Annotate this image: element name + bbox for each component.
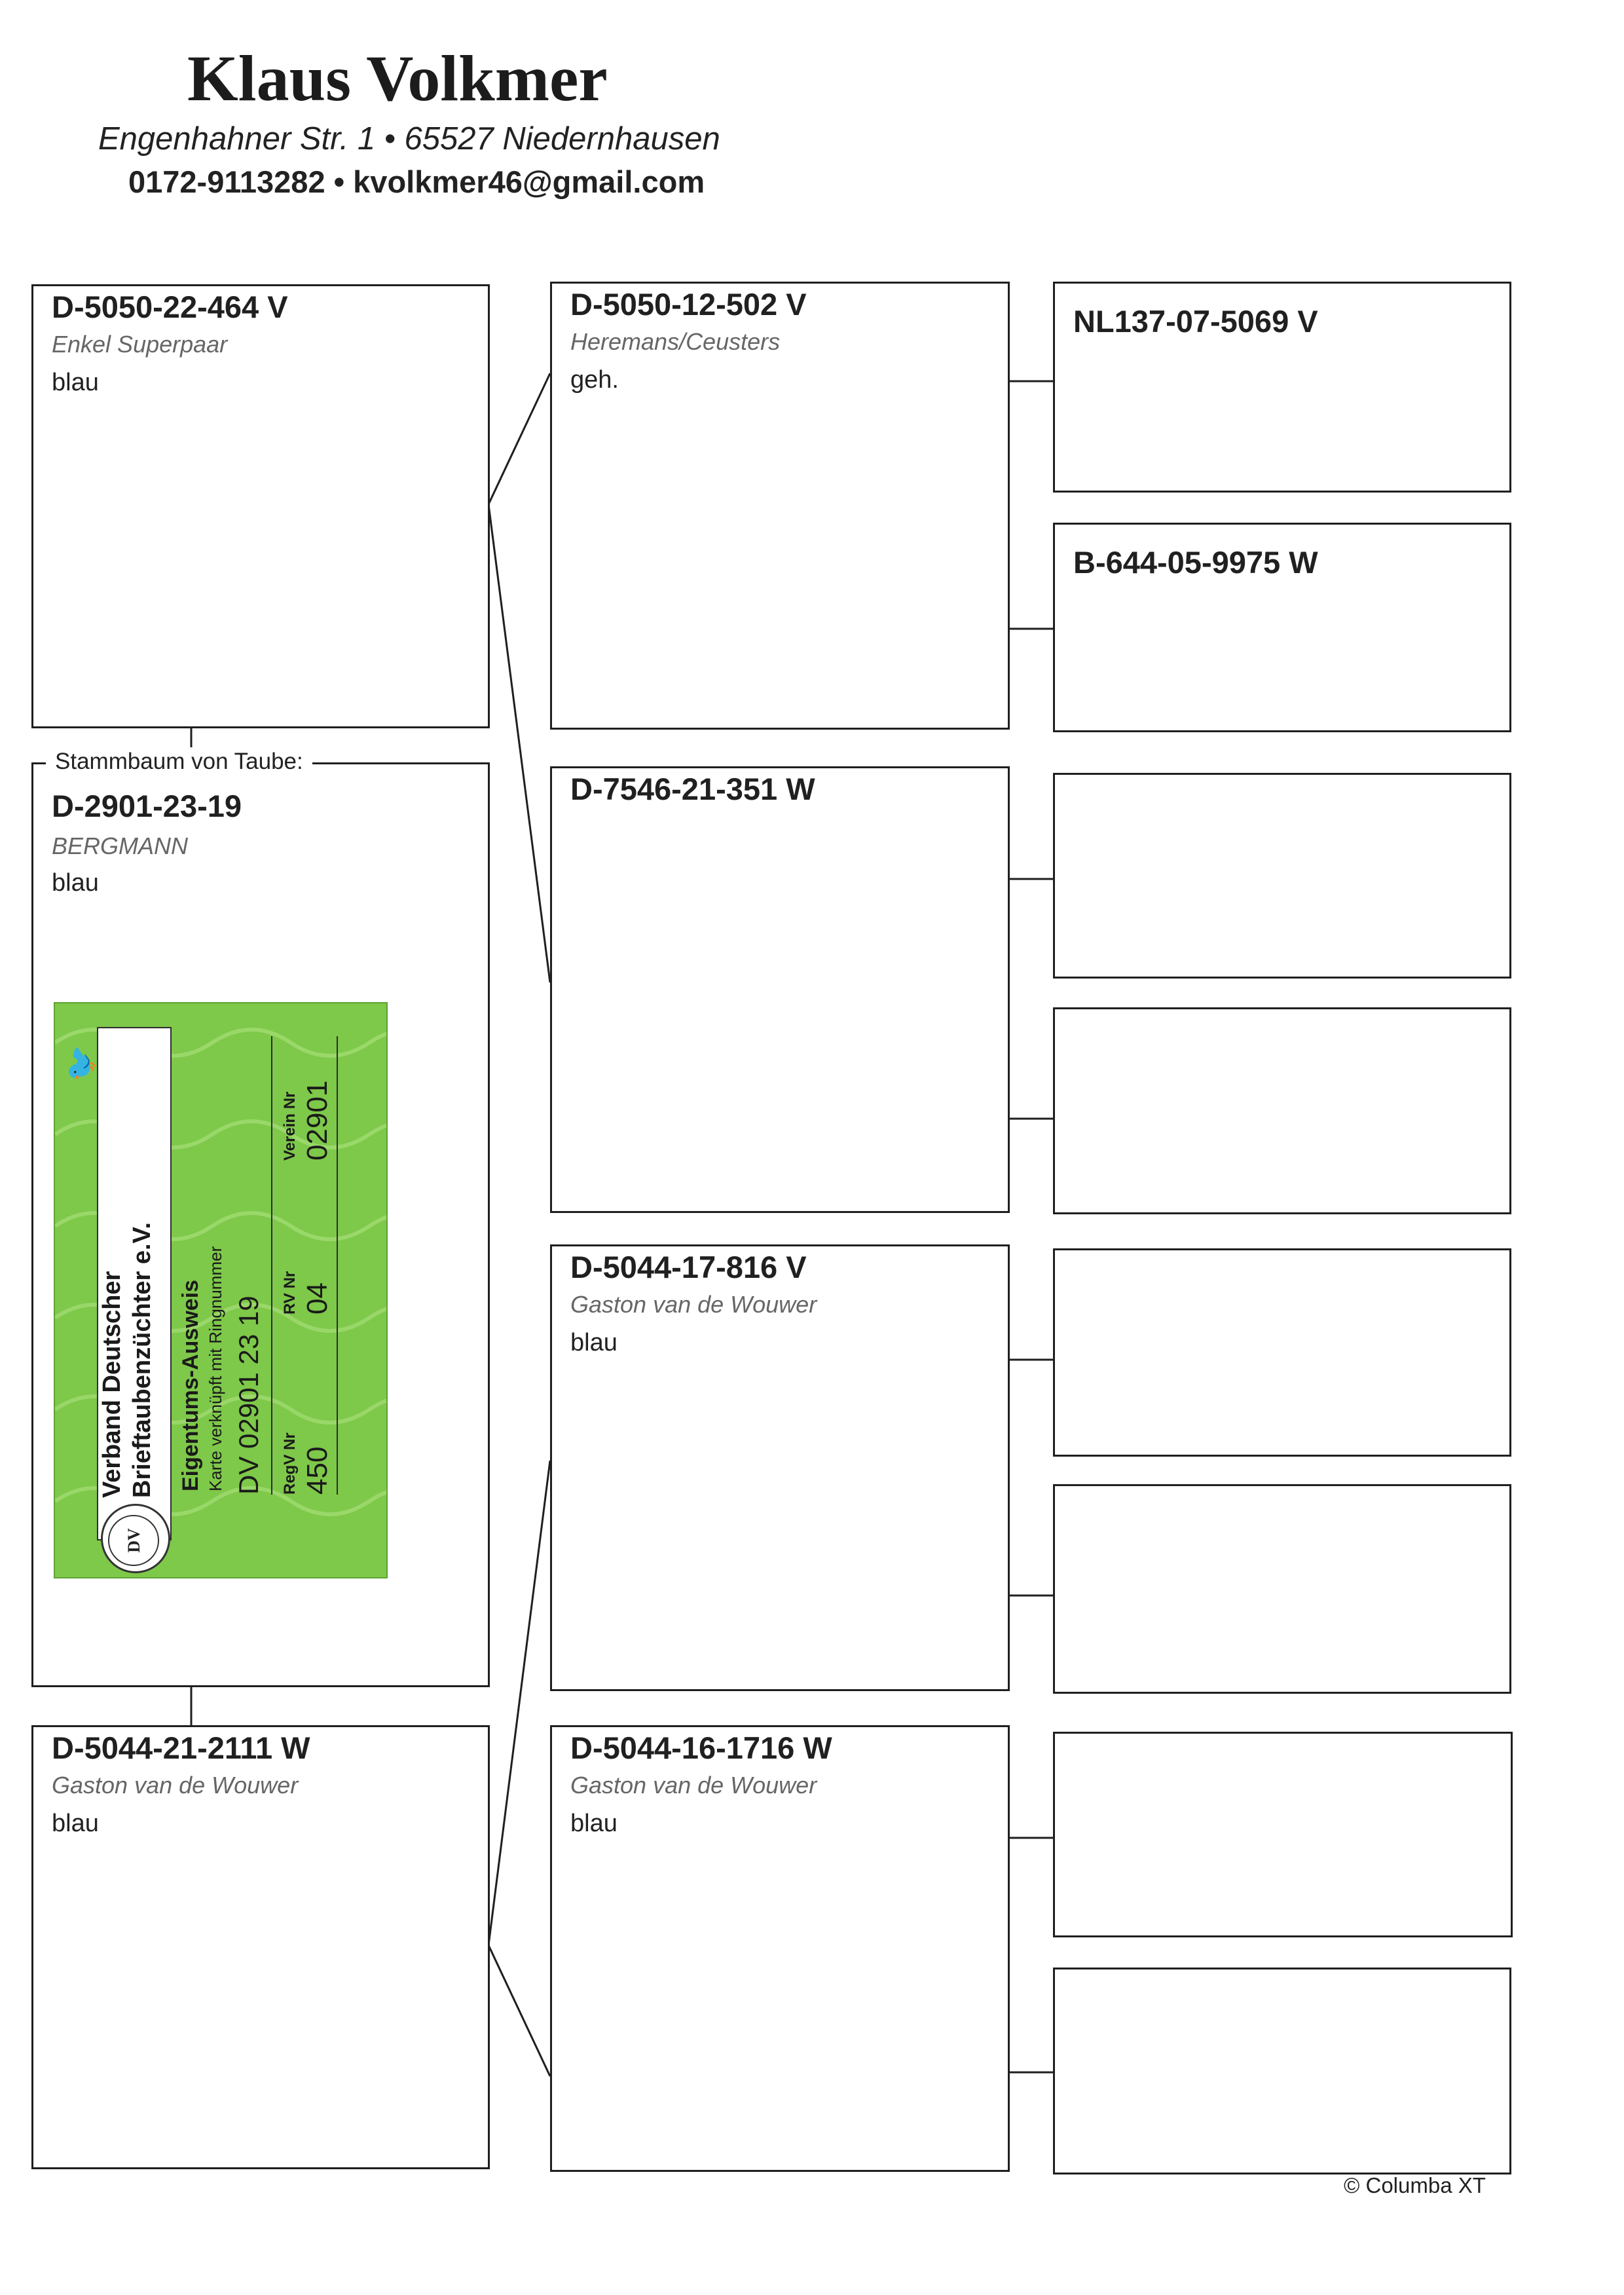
- breeder-name: Klaus Volkmer: [187, 42, 608, 115]
- card-subtitle: Karte verknüpft mit Ringnummer: [206, 1246, 225, 1491]
- card-content: [55, 1003, 388, 1578]
- ff-ring: D-5050-12-502 V: [570, 287, 807, 322]
- connector-mother-mm: [489, 1945, 550, 2076]
- fm-ring: D-7546-21-351 W: [570, 772, 815, 806]
- subject-color: blau: [52, 869, 99, 897]
- mmf-box: [1053, 1732, 1513, 1937]
- mf-color: blau: [570, 1329, 618, 1356]
- ff-breeder: Heremans/Ceusters: [570, 328, 781, 355]
- ffm-ring: B-644-05-9975 W: [1073, 545, 1318, 580]
- card-verein-label: Verein Nr: [281, 1091, 299, 1161]
- mother-breeder: Gaston van de Wouwer: [52, 1772, 299, 1799]
- father-ring: D-5050-22-464 V: [52, 289, 288, 324]
- card-rv-label: RV Nr: [281, 1271, 299, 1315]
- father-color: blau: [52, 369, 99, 396]
- subject-breeder: BERGMANN: [52, 832, 189, 859]
- mm-ring: D-5044-16-1716 W: [570, 1730, 832, 1765]
- mm-breeder: Gaston van de Wouwer: [570, 1772, 817, 1799]
- mfm-box: [1053, 1484, 1511, 1694]
- ffm-box: [1053, 523, 1511, 732]
- fmf-box: [1053, 773, 1511, 979]
- father-box: [31, 284, 490, 728]
- mm-color: blau: [570, 1810, 618, 1837]
- connector-father-fm: [489, 504, 550, 982]
- ff-color: geh.: [570, 366, 619, 394]
- pedigree-legend: Stammbaum von Taube:: [46, 747, 312, 776]
- connector-father-ff: [489, 373, 550, 504]
- subject-ring: D-2901-23-19: [52, 789, 242, 823]
- mf-breeder: Gaston van de Wouwer: [570, 1291, 817, 1318]
- dv-logo-icon: [101, 1504, 170, 1573]
- card-verein-value: 02901: [301, 1080, 333, 1161]
- ff-box: [550, 282, 1010, 730]
- dv-logo-text: DV: [124, 1528, 143, 1553]
- card-regv-label: RegV Nr: [281, 1432, 299, 1495]
- fff-ring: NL137-07-5069 V: [1073, 304, 1318, 339]
- mf-box: [550, 1244, 1010, 1691]
- breeder-contact: 0172-9113282 • kvolkmer46@gmail.com: [128, 164, 705, 199]
- mm-box: [550, 1725, 1010, 2172]
- mf-ring: D-5044-17-816 V: [570, 1250, 807, 1284]
- mother-ring: D-5044-21-2111 W: [52, 1730, 310, 1765]
- copyright: © Columba XT: [1344, 2173, 1486, 2197]
- card-org-line2: Brieftaubenzüchter e.V.: [128, 1222, 156, 1498]
- fmm-box: [1053, 1007, 1511, 1214]
- connector-mother-mf: [489, 1461, 550, 1945]
- card-dv-number: DV 02901 23 19: [233, 1296, 264, 1495]
- card-title: Eigentums-Ausweis: [178, 1279, 203, 1491]
- card-rv-value: 04: [301, 1282, 333, 1315]
- card-org-line1: Verband Deutscher: [98, 1271, 126, 1498]
- mff-box: [1053, 1248, 1511, 1457]
- mmm-box: [1053, 1968, 1511, 2174]
- mother-color: blau: [52, 1810, 99, 1837]
- mother-box: [31, 1725, 490, 2169]
- pigeon-icon: 🐦: [64, 1044, 98, 1082]
- fff-box: [1053, 282, 1511, 493]
- breeder-address: Engenhahner Str. 1 • 65527 Niedernhausen: [98, 121, 720, 157]
- father-breeder: Enkel Superpaar: [52, 331, 228, 358]
- card-regv-value: 450: [301, 1446, 333, 1495]
- ownership-card: [54, 1002, 388, 1578]
- fm-box: [550, 766, 1010, 1213]
